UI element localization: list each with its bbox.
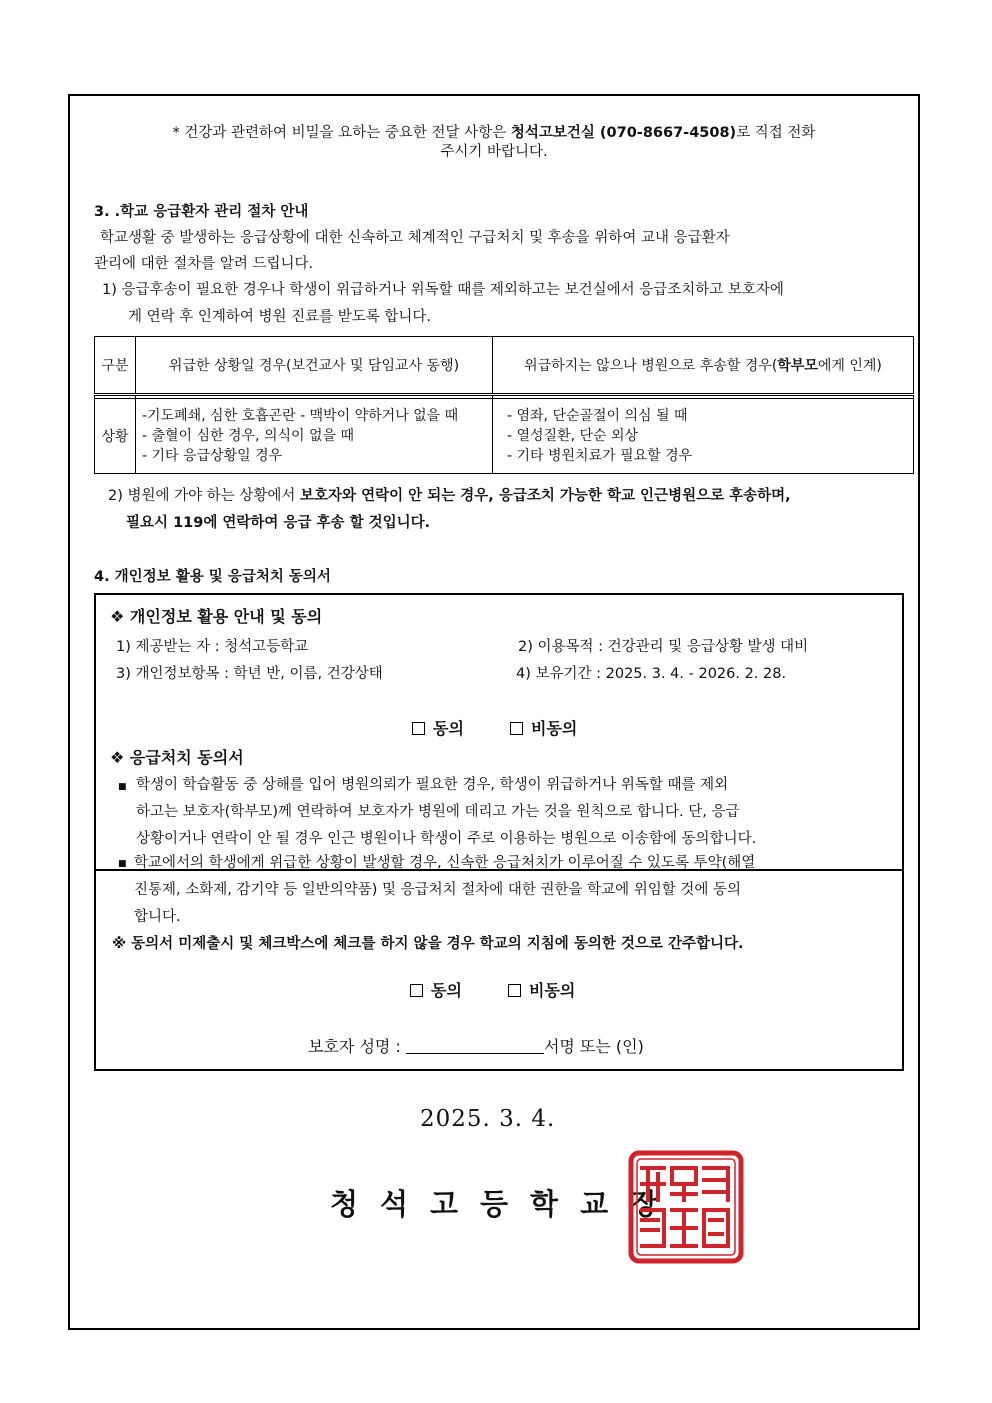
signature-suffix: 서명 또는 (인) [543, 1037, 644, 1056]
emergency-agree-checkbox[interactable]: 동의 [410, 978, 462, 1001]
row-label-situation: 상황 [95, 399, 136, 474]
privacy-consent-title: ❖ 개인정보 활용 안내 및 동의 [110, 607, 323, 626]
section3-item1-line1: 1) 응급후송이 필요한 경우나 학생이 위급하거나 위독할 때를 제외하고는 보건실에서 응급조치하고 보호자에 [102, 282, 784, 298]
table-header-row [95, 337, 914, 395]
school-seal-stamp [628, 1150, 744, 1264]
notice-text-end: 로 직접 전화 [736, 125, 816, 141]
notice-text: * 건강과 관련하여 비밀을 요하는 중요한 전달 사항은 [172, 125, 511, 141]
privacy-item-purpose: 2) 이용목적 : 건강관리 및 응급상황 발생 대비 [518, 639, 809, 655]
checkbox-icon[interactable] [510, 722, 523, 735]
emergency-procedure-table [94, 336, 914, 474]
privacy-item-fields: 3) 개인정보항목 : 학년 반, 이름, 건강상태 [116, 666, 383, 682]
table-row [95, 399, 914, 474]
contact-notice [70, 124, 918, 162]
privacy-item-recipient: 1) 제공받는 자 : 청석고등학교 [116, 639, 309, 655]
emergency-consent-title: ❖ 응급처치 동의서 [110, 748, 244, 767]
bullet-square-icon: ■ [118, 782, 127, 792]
emergency-consent-bullet2: 학교에서의 학생에게 위급한 상황이 발생할 경우, 신속한 응급처치가 이루어질 수 있도록 투약(해열 진통제, 소화제, 감기약 등 일반의약품) 및 응급처치 절차에 대한 권한을 학교에 위임할 것에 동의 합니다. [134, 855, 756, 925]
privacy-item-retention: 4) 보유기간 : 2025. 3. 4. - 2026. 2. 28. [516, 666, 787, 682]
section3-title: 3. .학교 응급환자 관리 절차 안내 [94, 204, 309, 220]
checkbox-icon[interactable] [508, 984, 521, 997]
header-category: 구분 [95, 337, 136, 395]
section3-item2-line1: 2) 병원에 가야 하는 상황에서 보호자와 연락이 안 되는 경우, 응급조치 가능한 학교 인근병원으로 후송하며, [108, 488, 791, 504]
header-non-urgent: 위급하지는 않으나 병원으로 후송할 경우(학부모에게 인계) [493, 337, 914, 395]
consent-default-note: ※ 동의서 미제출시 및 체크박스에 체크를 하지 않을 경우 학교의 지침에 동의한 것으로 간주합니다. [112, 936, 744, 952]
guardian-name-field[interactable] [406, 1039, 544, 1054]
health-office-contact: 청석고보건실 (070-8667-4508) [510, 125, 737, 141]
issue-date: 2025. 3. 4. [420, 1106, 556, 1132]
section4-title: 4. 개인정보 활용 및 응급처치 동의서 [94, 569, 331, 585]
section3-item2-line2: 필요시 119에 연락하여 응급 후송 할 것입니다. [126, 515, 431, 531]
non-urgent-situations: - 염좌, 단순골절이 의심 될 때 - 열성질환, 단순 외상 - 기타 병원치료가 필요할 경우 [493, 399, 914, 474]
section3-item1-line2: 게 연락 후 인계하여 병원 진료를 받도록 합니다. [128, 309, 432, 325]
checkbox-icon[interactable] [410, 984, 423, 997]
privacy-agree-checkbox[interactable]: 동의 [412, 716, 464, 739]
emergency-disagree-checkbox[interactable]: 비동의 [508, 978, 575, 1001]
seal-icon [628, 1150, 744, 1264]
header-urgent: 위급한 상황일 경우(보건교사 및 담임교사 동행) [136, 337, 493, 395]
section3-intro-line1: 학교생활 중 발생하는 응급상황에 대한 신속하고 체계적인 구급처치 및 후송을 위하여 교내 응급환자 [100, 230, 730, 246]
document-frame [68, 94, 920, 1330]
bullet-square-icon: ■ [118, 859, 127, 869]
section3-intro-line2: 관리에 대한 절차를 알려 드립니다. [94, 256, 314, 272]
guardian-signature-line [308, 1034, 644, 1057]
urgent-situations: -기도폐쇄, 심한 호흡곤란 - 맥박이 약하거나 없을 때 - 출혈이 심한 경우, 의식이 없을 때 - 기타 응급상황일 경우 [136, 399, 493, 474]
school-principal-name: 청석고등학교장 [330, 1187, 681, 1221]
privacy-disagree-checkbox[interactable]: 비동의 [510, 716, 577, 739]
guardian-name-label: 보호자 성명 : [308, 1037, 401, 1056]
emergency-consent-bullet1: 학생이 학습활동 중 상해를 입어 병원의뢰가 필요한 경우, 학생이 위급하거나 위독할 때를 제외 하고는 보호자(학부모)께 연락하여 보호자가 병원에 데리고 가는 것을 원칙으로 합니다. 단, 응급 상황이거나 연락이 안 될 경우 인근 병원이나 학생이 주로 이용하는 병원으로 이송함에 동의합니다. [136, 777, 757, 847]
notice-text-line2: 주시기 바랍니다. [440, 144, 548, 160]
checkbox-icon[interactable] [412, 722, 425, 735]
consent-form-box [94, 593, 904, 871]
